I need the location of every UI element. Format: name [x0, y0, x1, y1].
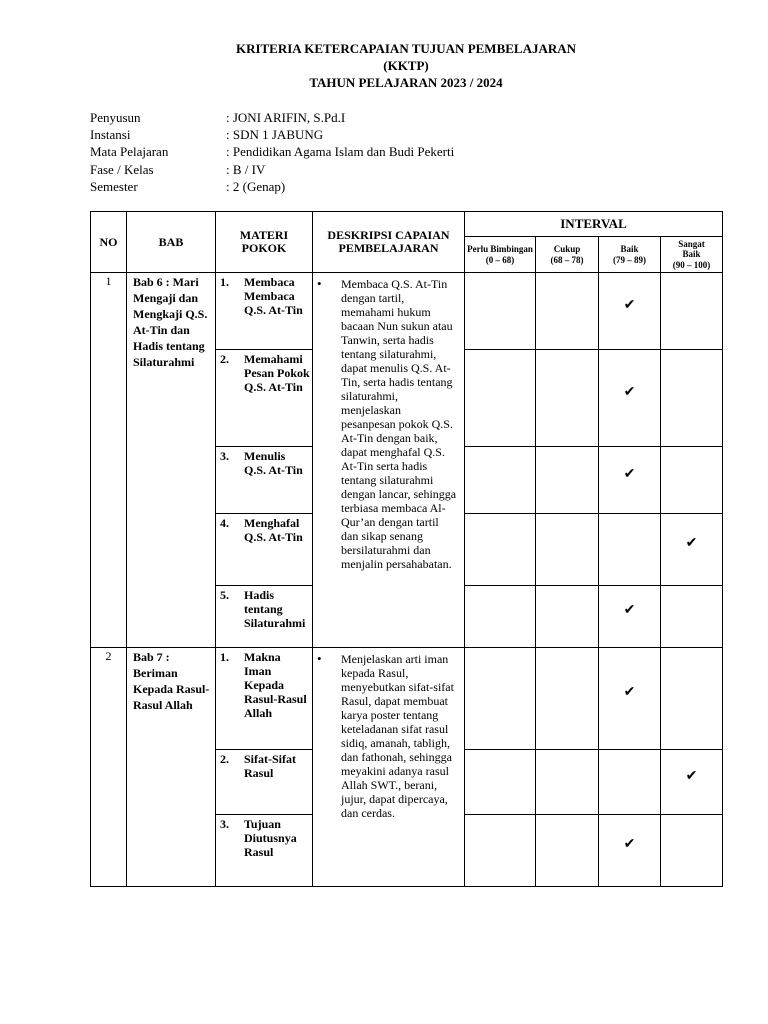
- level-name: Cukup: [553, 244, 581, 254]
- kktp-table: [90, 211, 723, 887]
- description-text: Membaca Q.S. At-Tin dengan tartil, memahami hukum bacaan Nun sukun atau Tanwin, serta hadis tentang silaturahmi, dapat menulis Q.S. At-Tin, serta hadis tentang silaturahmi, menjelaskan pesanpesan pokok Q.S. At-Tin dengan baik, dapat menghafal Q.S. At-Tin serta hadis tentang silaturahmi dengan lancar, sehingga terbiasa membaca Al-Qur’an dengan tartil dan sikap senang bersilaturahmi dan menjalin persahabatan.: [341, 277, 457, 571]
- document-subtitle: (KKTP): [383, 58, 429, 73]
- meta-row-penyusun: [90, 109, 454, 126]
- meta-value: : JONI ARIFIN, S.Pd.I: [226, 110, 346, 125]
- interval-cell: [599, 586, 661, 648]
- interval-cell: [465, 514, 536, 586]
- header-sangat-baik: [661, 237, 723, 273]
- checkmark-icon: ✔: [685, 768, 698, 784]
- level-name: Sangat Baik: [678, 238, 705, 260]
- meta-row-fase-kelas: [90, 161, 454, 178]
- table-body: [91, 273, 723, 887]
- materi-number: 2.: [220, 752, 229, 766]
- materi-text: Memahami Pesan Pokok Q.S. At-Tin: [244, 352, 310, 394]
- interval-cell: [661, 586, 723, 648]
- materi-number: 1.: [220, 650, 229, 664]
- interval-cell: [465, 447, 536, 514]
- checkmark-icon: ✔: [623, 603, 636, 618]
- interval-cell: [536, 750, 599, 815]
- materi-number: 3.: [220, 817, 229, 831]
- interval-cell: [465, 273, 536, 350]
- meta-row-mata-pelajaran: [90, 143, 454, 160]
- interval-cell: [599, 815, 661, 887]
- materi-item: [216, 648, 313, 750]
- header-deskripsi: DESKRIPSI CAPAIAN PEMBELAJARAN: [313, 212, 465, 273]
- meta-row-instansi: [90, 126, 454, 143]
- header-no: NO: [91, 212, 127, 273]
- checkmark-icon: ✔: [685, 536, 698, 551]
- meta-value: : Pendidikan Agama Islam dan Budi Pekerti: [226, 144, 455, 160]
- materi-item: [216, 350, 313, 447]
- interval-cell: [536, 350, 599, 447]
- materi-item: [216, 750, 313, 815]
- checkmark-icon: ✔: [623, 384, 636, 400]
- checkmark-icon: ✔: [623, 297, 636, 313]
- materi-item: [216, 273, 313, 350]
- materi-item: [216, 586, 313, 648]
- document-title: KRITERIA KETERCAPAIAN TUJUAN PEMBELAJARAN: [235, 41, 577, 56]
- meta-label: Semester: [90, 178, 138, 194]
- academic-year-title: TAHUN PELAJARAN 2023 / 2024: [309, 75, 503, 90]
- materi-text: Hadis tentang Silaturahmi: [244, 588, 306, 630]
- level-name: Baik: [620, 244, 639, 254]
- interval-cell: [599, 514, 661, 586]
- checkmark-icon: ✔: [623, 685, 636, 700]
- header-bab: BAB: [127, 212, 216, 273]
- materi-text: Tujuan Diutusnya Rasul: [244, 817, 297, 859]
- materi-number: 2.: [220, 352, 229, 366]
- materi-number: 1.: [220, 275, 229, 289]
- interval-cell: [465, 750, 536, 815]
- interval-cell: [661, 273, 723, 350]
- row-number: 2: [91, 648, 127, 887]
- meta-label: Instansi: [90, 127, 131, 143]
- table-row: [91, 273, 723, 350]
- interval-cell: [536, 586, 599, 648]
- materi-item: [216, 447, 313, 514]
- meta-row-semester: [90, 178, 454, 195]
- materi-number: 5.: [220, 588, 229, 602]
- level-range: (90 – 100): [672, 259, 711, 270]
- interval-cell: [465, 350, 536, 447]
- materi-text: Menghafal Q.S. At-Tin: [244, 516, 303, 544]
- document-meta: [90, 109, 454, 195]
- meta-label: Penyusun: [90, 110, 141, 125]
- interval-cell: [599, 648, 661, 750]
- meta-label: Mata Pelajaran: [90, 144, 169, 160]
- interval-cell: [536, 648, 599, 750]
- checkmark-icon: ✔: [623, 466, 636, 482]
- interval-cell: [536, 447, 599, 514]
- meta-label: Fase / Kelas: [90, 161, 154, 177]
- materi-number: 3.: [220, 449, 229, 463]
- header-perlu-bimbingan: [465, 237, 536, 273]
- interval-cell: [465, 815, 536, 887]
- interval-cell: [661, 815, 723, 887]
- interval-cell: [661, 514, 723, 586]
- interval-cell: [465, 586, 536, 648]
- header-baik: [599, 237, 661, 273]
- materi-item: [216, 815, 313, 887]
- level-range: (0 – 68): [485, 254, 515, 265]
- meta-value: : SDN 1 JABUNG: [226, 127, 324, 143]
- interval-cell: [661, 350, 723, 447]
- interval-cell: [661, 750, 723, 815]
- interval-cell: [536, 815, 599, 887]
- level-range: (68 – 78): [550, 254, 584, 265]
- interval-cell: [599, 273, 661, 350]
- bullet-icon: •: [317, 651, 322, 666]
- bab-title: Bab 6 : Mari Mengaji dan Mengkaji Q.S. At-Tin dan Hadis tentang Silaturahmi: [127, 273, 216, 648]
- materi-text: Makna Iman Kepada Rasul-Rasul Allah: [244, 650, 307, 720]
- interval-cell: [599, 350, 661, 447]
- meta-value: : 2 (Genap): [226, 178, 286, 194]
- interval-cell: [661, 447, 723, 514]
- materi-text: Sifat-Sifat Rasul: [244, 752, 296, 780]
- table-row: [91, 648, 723, 750]
- level-name: Perlu Bimbingan: [467, 244, 533, 254]
- materi-number: 4.: [220, 516, 229, 530]
- materi-item: [216, 514, 313, 586]
- interval-cell: [536, 514, 599, 586]
- interval-cell: [599, 750, 661, 815]
- interval-cell: [661, 648, 723, 750]
- header-interval: INTERVAL: [465, 212, 723, 237]
- header-cukup: [536, 237, 599, 273]
- description-cell: [313, 648, 465, 887]
- row-number: 1: [91, 273, 127, 648]
- description-text: Menjelaskan arti iman kepada Rasul, menyebutkan sifat-sifat Rasul, dapat membuat karya poster tentang keteladanan sifat rasul sidiq, amanah, tabligh, dan fathonah, sehingga meyakini adanya rasul Allah SWT., berani, jujur, dapat dipercaya, dan cerdas.: [341, 652, 454, 820]
- level-range: (79 – 89): [613, 254, 646, 265]
- header-materi-pokok: MATERI POKOK: [216, 212, 313, 273]
- materi-text: Menulis Q.S. At-Tin: [244, 449, 303, 477]
- bab-title: Bab 7 : Beriman Kepada Rasul-Rasul Allah: [127, 648, 216, 887]
- meta-value: : B / IV: [226, 161, 266, 177]
- materi-text: Membaca Membaca Q.S. At-Tin: [244, 275, 303, 317]
- interval-cell: [599, 447, 661, 514]
- checkmark-icon: ✔: [623, 837, 636, 852]
- interval-cell: [465, 648, 536, 750]
- interval-cell: [536, 273, 599, 350]
- description-cell: [313, 273, 465, 648]
- bullet-icon: •: [317, 276, 322, 291]
